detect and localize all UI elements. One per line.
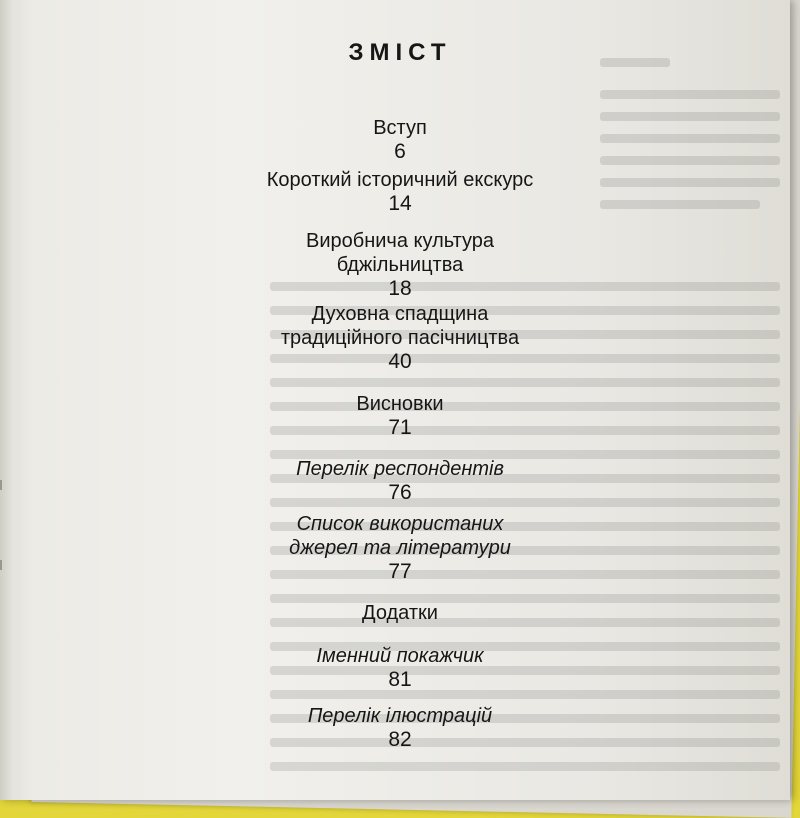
toc-entry-production-culture <box>150 229 650 301</box>
toc-entry-respondents <box>150 457 650 505</box>
binding-stitch <box>0 560 8 570</box>
toc-entry-page: 40 <box>388 350 412 373</box>
toc-entry-page: 77 <box>388 560 412 583</box>
toc-entry-page: 18 <box>388 277 412 300</box>
toc-entry-title: Висновки <box>356 393 444 415</box>
toc-entry-title: Вступ <box>373 117 427 139</box>
toc-entry-page: 81 <box>388 668 412 691</box>
toc-entry-appendices <box>150 601 650 625</box>
toc-entry-history <box>150 168 650 216</box>
toc-entry-page: 14 <box>388 192 412 215</box>
toc-entry-title: Перелік респондентів <box>296 458 504 480</box>
toc-entry-page: 6 <box>394 140 406 163</box>
table-of-contents <box>150 0 650 800</box>
toc-entry-conclusions <box>150 392 650 440</box>
toc-entry-title: Короткий історичний екскурс <box>266 169 534 191</box>
toc-entry-page: 82 <box>388 728 412 751</box>
toc-entry-name-index <box>150 644 650 692</box>
toc-entry-title: Виробнича культура бджільництва <box>306 230 494 276</box>
toc-entry-introduction <box>150 116 650 164</box>
toc-entry-title: Список використаних джерел та літератури <box>289 513 511 559</box>
toc-entry-title: Додатки <box>362 602 438 624</box>
toc-entry-page: 71 <box>388 416 412 439</box>
toc-entry-page: 76 <box>388 481 412 504</box>
toc-entry-sources <box>150 512 650 584</box>
toc-entry-title: Іменний покажчик <box>316 645 484 667</box>
binding-stitch <box>0 480 8 490</box>
page-gutter <box>0 0 22 800</box>
toc-entry-title: Духовна спадщина традиційного пасічництва <box>280 303 520 349</box>
toc-entry-spiritual-heritage <box>150 302 650 374</box>
toc-entry-illustrations <box>150 704 650 752</box>
toc-title: ЗМІСТ <box>348 39 452 66</box>
toc-entry-title: Перелік ілюстрацій <box>307 705 493 727</box>
